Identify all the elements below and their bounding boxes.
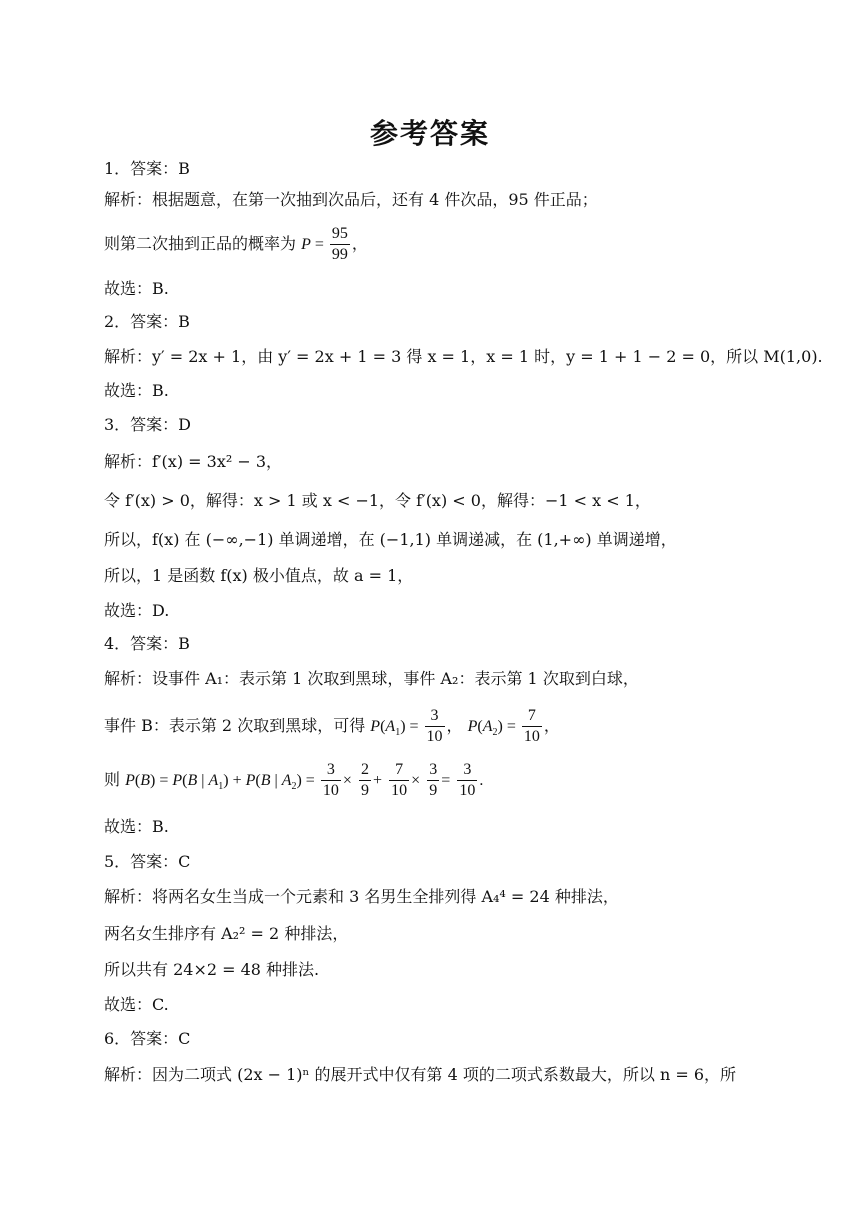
q3-analysis-line4: 所以，1 是函数 f(x) 极小值点，故 a = 1， — [104, 566, 414, 585]
q1-analysis-line1: 解析：根据题意，在第一次抽到次品后，还有 4 件次品，95 件正品； — [104, 190, 598, 209]
q1-fraction-den: 99 — [331, 246, 348, 263]
q4-line2-text: 事件 B：表示第 2 次取到黑球，可得 — [104, 716, 366, 735]
q4-answer: 4．答案：B — [104, 634, 190, 653]
q3-conclusion: 故选：D. — [104, 601, 170, 620]
q4-frac-3-den: 10 — [391, 782, 408, 799]
q2-conclusion: 故选：B. — [104, 381, 169, 400]
q5-analysis-line2: 两名女生排序有 A₂² = 2 种排法， — [104, 924, 349, 943]
q5-conclusion: 故选：C. — [104, 995, 169, 1014]
q5-answer: 5．答案：C — [104, 852, 191, 871]
q4-analysis-line2: 事件 B：表示第 2 次取到黑球，可得 $P(A_1)$ = $\frac{3}{10}$ ， $P(A_2)$ = $\frac{7}{10}$ ， — [104, 707, 560, 745]
q6-answer: 6．答案：C — [104, 1029, 191, 1048]
q1-prob-var: P — [301, 236, 311, 253]
q4-frac-5 — [457, 760, 477, 801]
q3-analysis-line1: 解析：f′(x) = 3x² − 3， — [104, 452, 283, 471]
q1-fraction — [330, 224, 350, 265]
q4-pa2-fraction — [522, 706, 542, 747]
q6-analysis-line1: 解析：因为二项式 (2x − 1)ⁿ 的展开式中仅有第 4 项的二项式系数最大，所以 n = 6，所 — [104, 1065, 737, 1084]
q4-frac-1-den: 10 — [322, 782, 339, 799]
q4-frac-2-num: 2 — [359, 760, 371, 781]
q4-analysis-line3: 则 P(B) = P(B | $A_1) + P(B$ | $A_2$) = $\frac{3}{10}$ × $\frac{2}{9}$ + $\frac{7}{10}$ × $\frac{3}{9}$ = $\frac{3}{10}$ . — [104, 761, 484, 799]
q4-pa1-num: 3 — [425, 706, 445, 727]
q3-answer: 3．答案：D — [104, 415, 192, 434]
q4-frac-5-den: 10 — [459, 782, 476, 799]
q4-frac-5-num: 3 — [457, 760, 477, 781]
q4-pa2-num: 7 — [522, 706, 542, 727]
q4-frac-4 — [427, 760, 439, 801]
q4-pa2-den: 10 — [523, 728, 540, 745]
q5-analysis-line1: 解析：将两名女生当成一个元素和 3 名男生全排列得 A₄⁴ = 24 种排法， — [104, 887, 619, 906]
q4-pa1-den: 10 — [426, 728, 443, 745]
q4-analysis-line1: 解析：设事件 A₁：表示第 1 次取到黑球，事件 A₂：表示第 1 次取到白球， — [104, 669, 639, 688]
q4-frac-3 — [389, 760, 409, 801]
q4-frac-4-den: 9 — [429, 782, 438, 799]
q1-analysis-line2: 则第二次抽到正品的概率为 P = $\frac{95}{99}$ ， — [104, 225, 368, 263]
q4-frac-3-num: 7 — [389, 760, 409, 781]
q4-line3-text: 则 — [104, 770, 121, 789]
q1-answer: 1．答案：B — [104, 159, 190, 178]
q4-pa1-fraction — [425, 706, 445, 747]
q3-analysis-line3: 所以，f(x) 在 (−∞,−1) 单调递增，在 (−1,1) 单调递减，在 (1,+∞) 单调递增， — [104, 530, 677, 549]
q3-analysis-line2: 令 f′(x) > 0，解得：x > 1 或 x < −1，令 f′(x) < 0，解得：−1 < x < 1， — [104, 491, 651, 510]
q4-frac-4-num: 3 — [427, 760, 439, 781]
q1-conclusion: 故选：B. — [104, 279, 169, 298]
q1-line2-text: 则第二次抽到正品的概率为 — [104, 234, 297, 253]
q4-frac-1-num: 3 — [321, 760, 341, 781]
q1-fraction-num: 95 — [330, 224, 350, 245]
q4-frac-2-den: 9 — [360, 782, 369, 799]
page-title: 参考答案 — [369, 117, 490, 150]
q4-conclusion: 故选：B. — [104, 817, 169, 836]
q2-answer: 2．答案：B — [104, 312, 190, 331]
q2-analysis: 解析：y′ = 2x + 1，由 y′ = 2x + 1 = 3 得 x = 1，x = 1 时，y = 1 + 1 − 2 = 0，所以 M(1,0). — [104, 347, 823, 366]
q4-frac-2 — [359, 760, 371, 801]
q5-analysis-line3: 所以共有 24×2 = 48 种排法. — [104, 960, 320, 979]
q4-frac-1 — [321, 760, 341, 801]
